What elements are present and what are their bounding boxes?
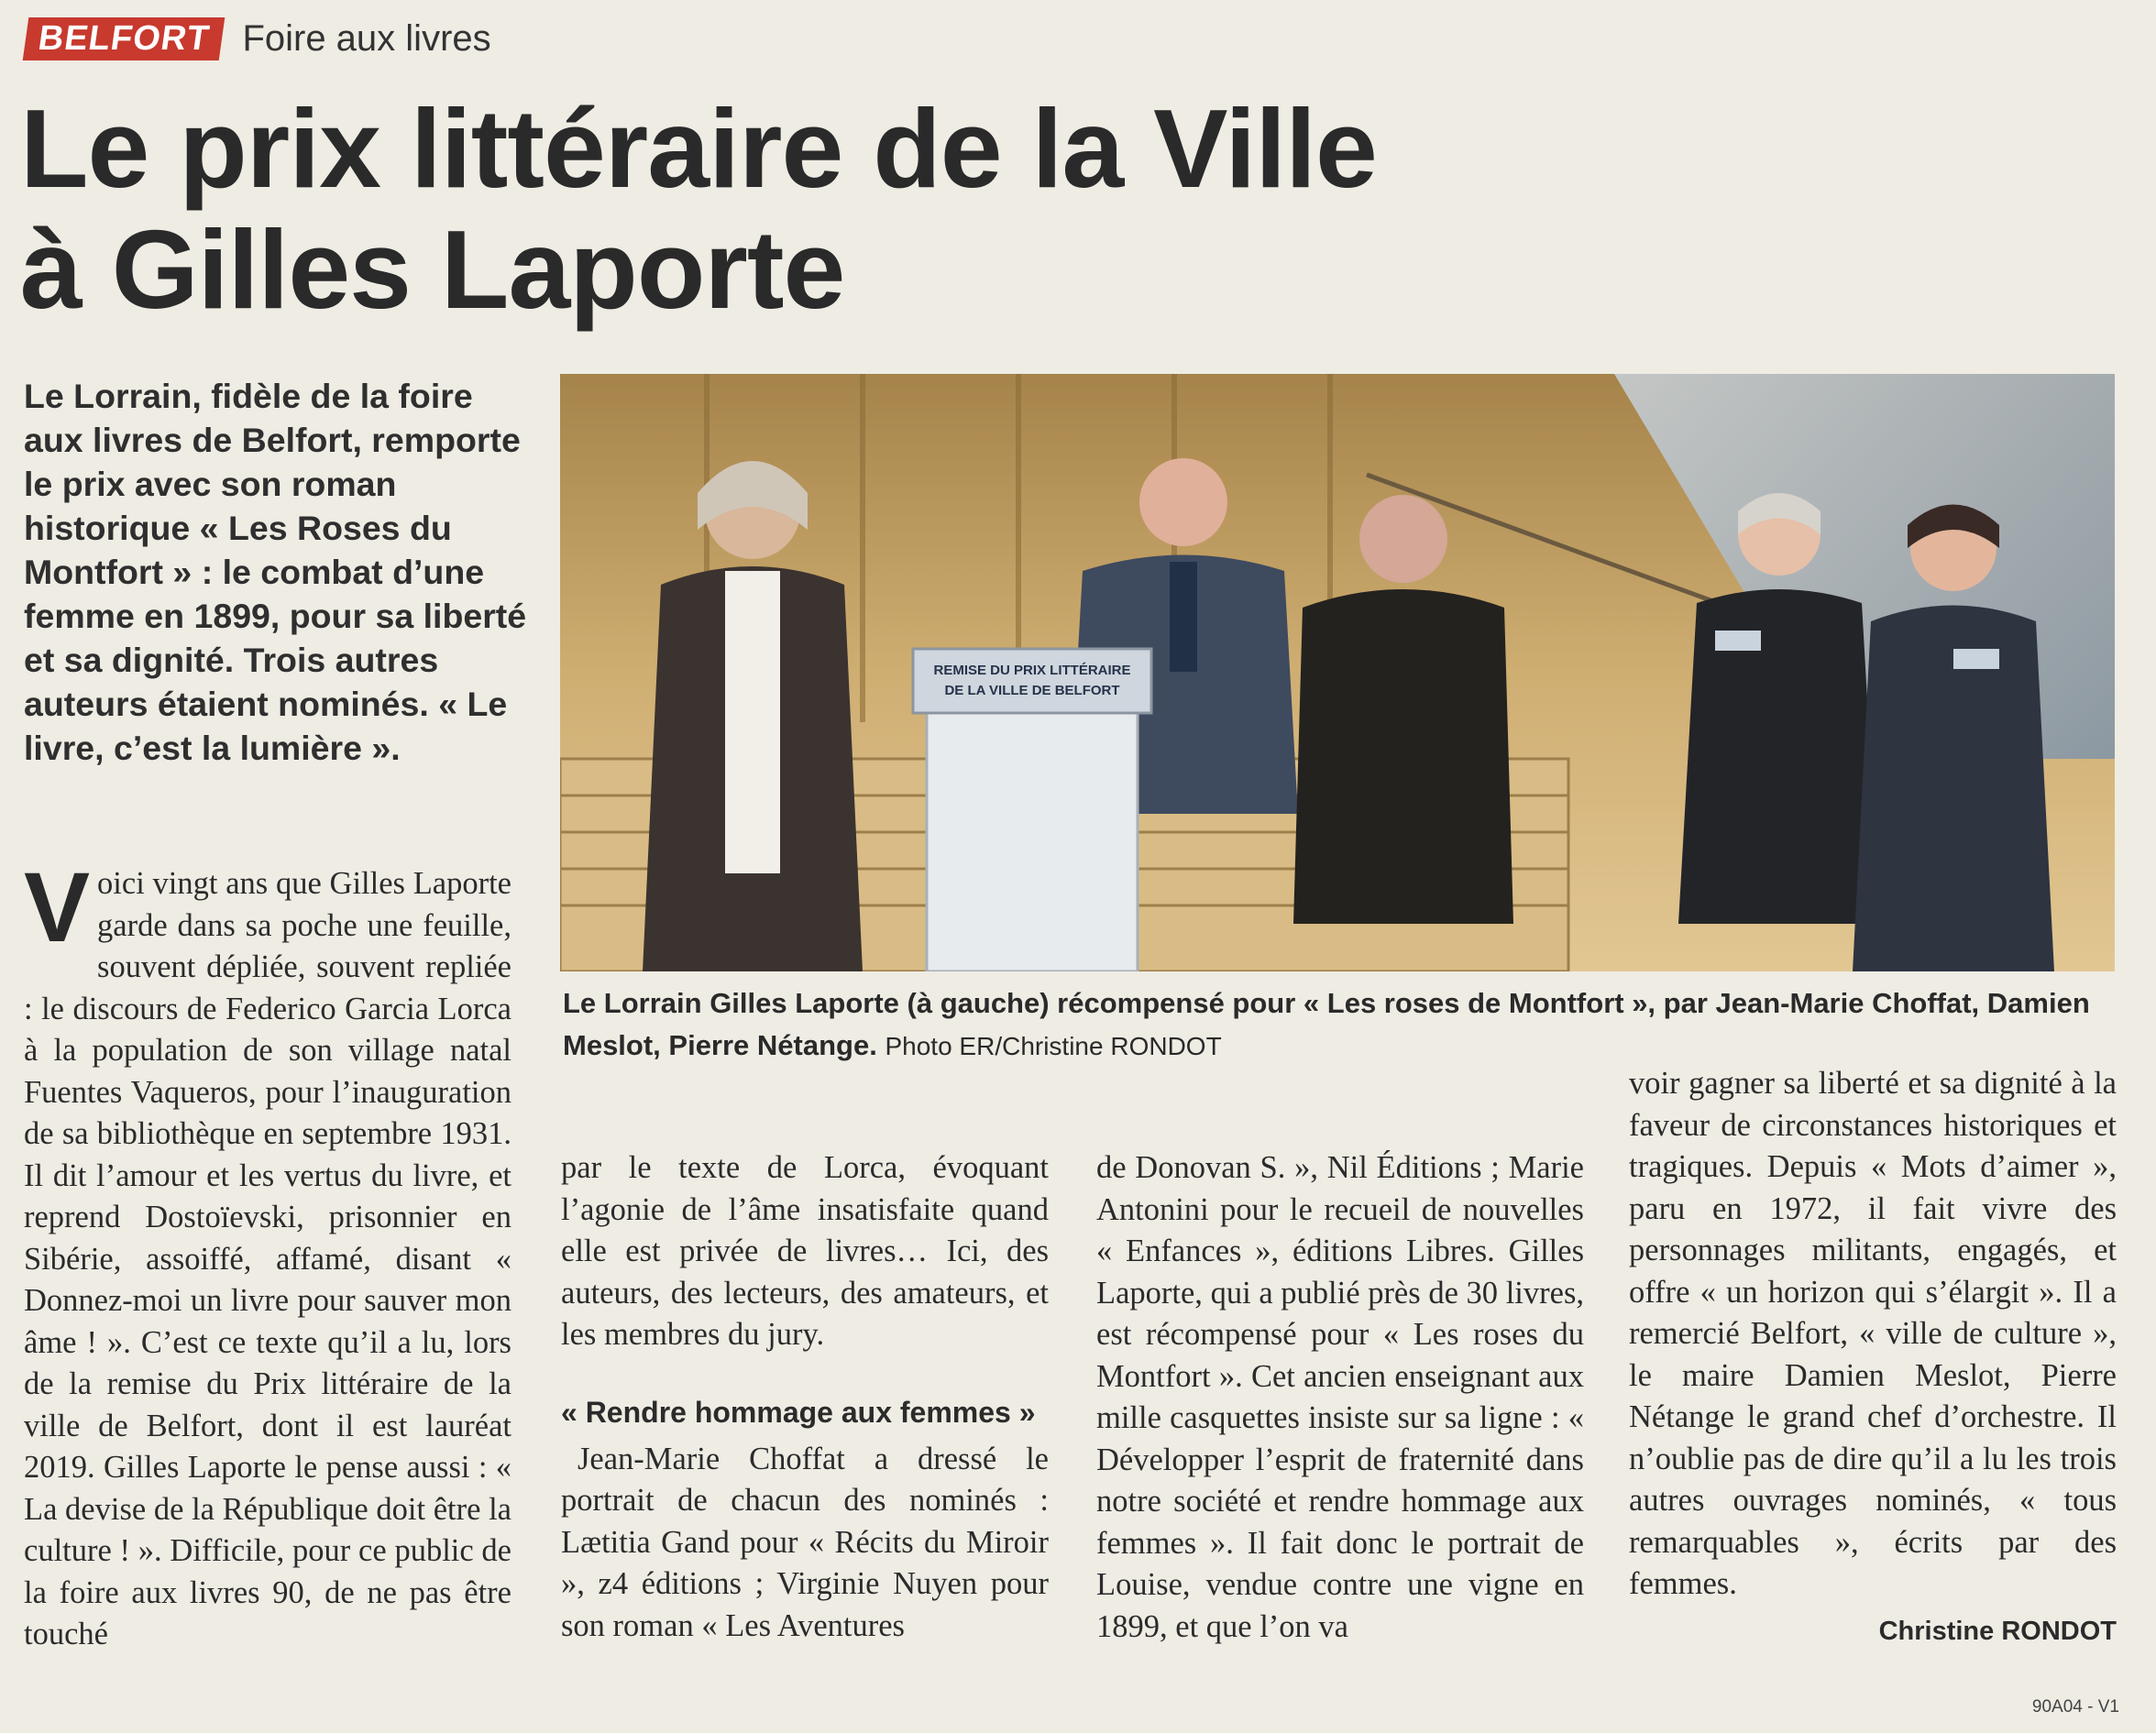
column-1-text: oici vingt ans que Gilles Laporte garde dans sa poche une feuille, souvent dépliée, souvent repliée : le discours de Federico Garcia Lorca à la population de son village natal Fuentes Vaqueros, pour l’inauguration de sa bibliothèque en septembre 1931. Il dit l’amour et les vertus du livre, et reprend Dostoïevski, prisonnier en Sibérie, assoiffé, affamé, disant « Donnez-moi un livre pour sauver mon âme ! ». C’est ce texte qu’il a lu, lors de la remise du Prix littéraire de la ville de Belfort, dont il est lauréat 2019. Gilles Laporte le pense aussi : « La devise de la République doit être la culture ! ». Difficile, pour ce public de la foire aux livres 90, de ne pas être touché <box>24 866 512 1651</box>
lectern-sign-line-2: DE LA VILLE DE BELFORT <box>944 683 1120 698</box>
rubric: Foire aux livres <box>242 17 491 59</box>
kicker <box>26 15 491 62</box>
column-3-text: de Donovan S. », Nil Éditions ; Marie Antonini pour le recueil de nouvelles « Enfances », éditions Libres. Gilles Laporte, qui a publié près de 30 livres, est récompensé pour « Les roses du Montfort ». Cet ancien enseignant aux mille casquettes insiste sur sa ligne : « Développer l’esprit de fraternité dans notre société et rendre hommage aux femmes ». Il fait donc le portrait de Louise, vendue contre une vigne en 1899, et que l’on va <box>1096 1150 1584 1644</box>
body-column-4 <box>1629 1063 2117 1652</box>
photo-illustration <box>560 374 2115 971</box>
lectern <box>913 649 1151 971</box>
ceremony-photo <box>560 374 2115 971</box>
column-4-text: voir gagner sa liberté et sa dignité à la faveur de circonstances historiques et tragiques. Depuis « Mots d’aimer », paru en 1972, il fait vivre des personnages militants, engagés, et offre « un horizon qui s’élargit ». Il a remercié Belfort, « ville de culture », le maire Damien Meslot, Pierre Nétange le grand chef d’orchestre. Il n’oublie pas de dire qu’il a lu les trois autres ouvrages nominés, « tous remarquables », écrits par des femmes. <box>1629 1066 2117 1601</box>
page-reference: 90A04 - V1 <box>2031 1697 2119 1717</box>
city-tag: BELFORT <box>23 17 226 60</box>
lectern-sign-line-1: REMISE DU PRIX LITTÉRAIRE <box>933 663 1131 678</box>
column-2-text-a: par le texte de Lorca, évoquant l’agonie de l’âme insatisfaite quand elle est privée de livres… Ici, des auteurs, des lecteurs, des amateurs, et les membres du jury. <box>561 1150 1049 1352</box>
headline <box>20 88 1744 330</box>
lead-paragraph: Le Lorrain, fidèle de la foire aux livres de Belfort, remporte le prix avec son roman historique « Les Roses du Montfort » : le combat d’une femme en 1899, pour sa liberté et sa dignité. Trois autres auteurs étaient nominés. « Le livre, c’est la lumière ». <box>24 377 527 767</box>
intertitle: « Rendre hommage aux femmes » <box>561 1395 1036 1429</box>
headline-line-1: Le prix littéraire de la Ville <box>20 86 1377 211</box>
drop-cap: V <box>24 851 91 962</box>
caption-text: Le Lorrain Gilles Laporte (à gauche) récompensé pour « Les roses de Montfort », par Jean-Marie Choffat, Damien Meslot, Pierre Nétange. <box>563 987 2090 1061</box>
body-column-3 <box>1096 1147 1584 1648</box>
author-signature: Christine RONDOT <box>1878 1616 2117 1646</box>
body-column-2 <box>561 1147 1049 1647</box>
headline-line-2: à Gilles Laporte <box>20 207 845 332</box>
photo-credit: Photo ER/Christine RONDOT <box>885 1032 1222 1060</box>
column-2-text-b: Jean-Marie Choffat a dressé le portrait de chacun des nominés : Lætitia Gand pour « Récits du Miroir », z4 éditions ; Virginie Nuyen pour son roman « Les Aventures <box>561 1441 1049 1643</box>
photo-caption <box>563 982 2121 1068</box>
body-column-1 <box>24 851 512 1656</box>
